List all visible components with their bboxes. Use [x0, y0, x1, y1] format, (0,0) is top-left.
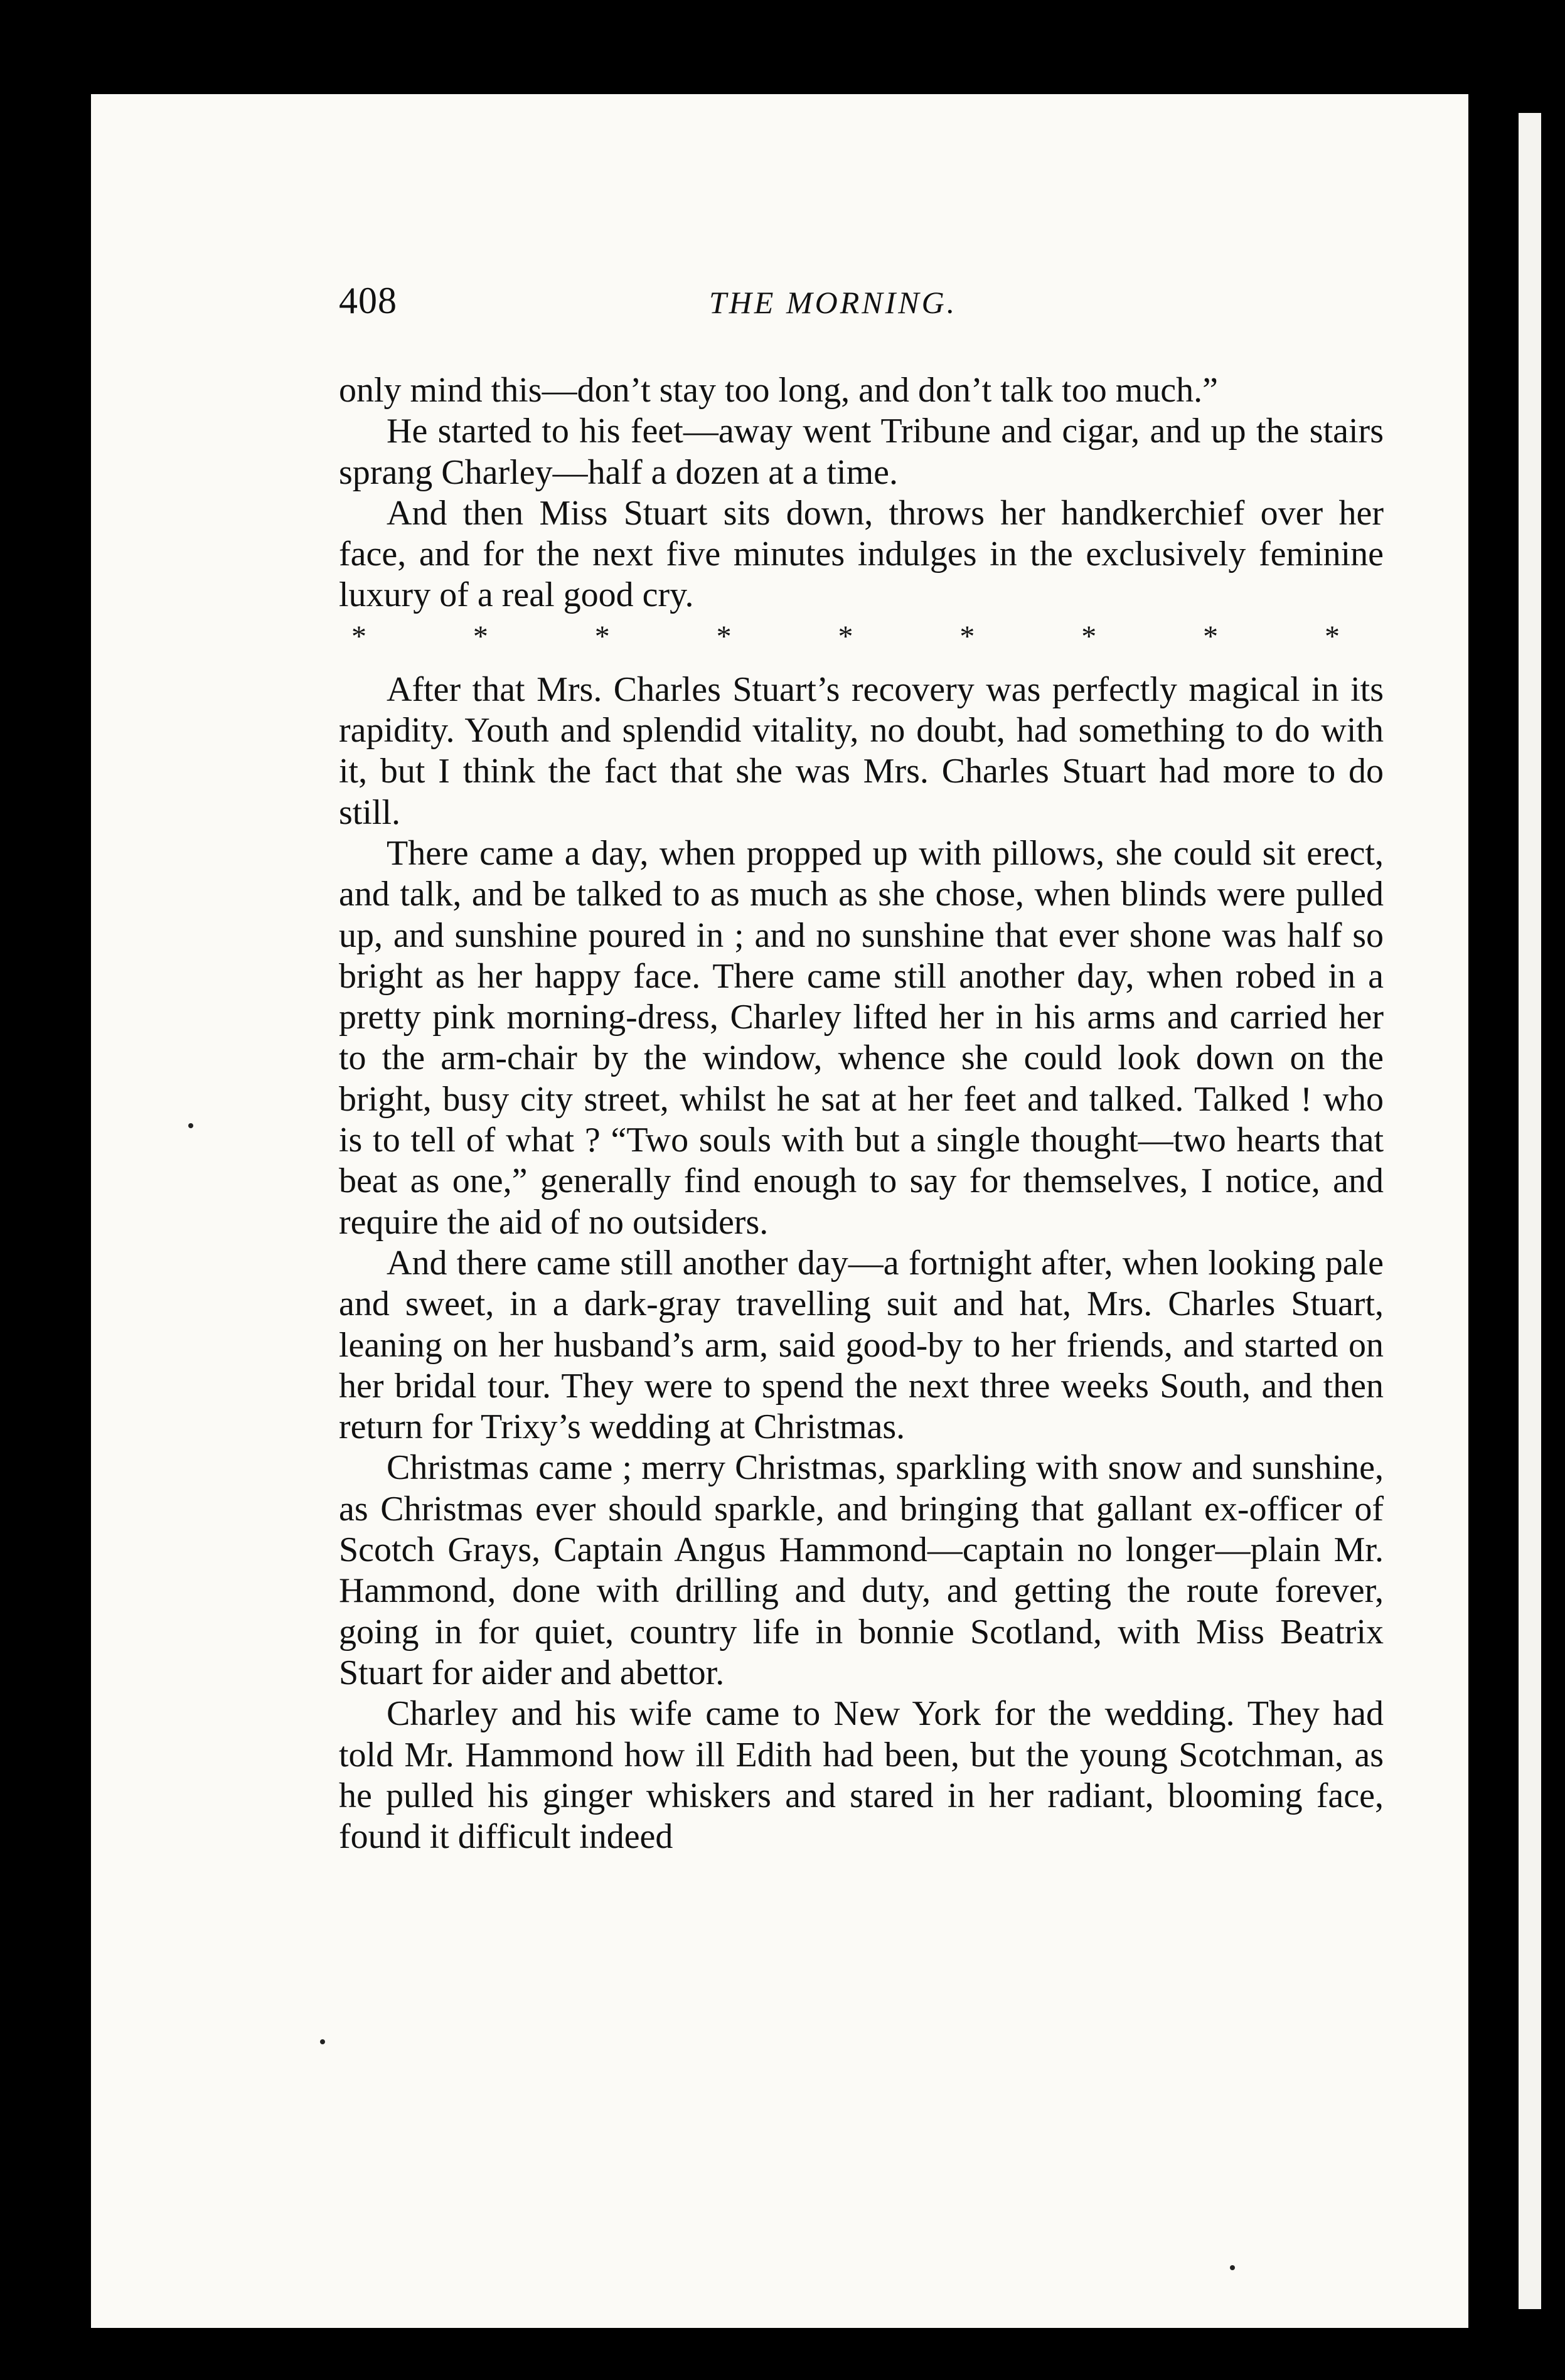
separator-star: * [351, 619, 366, 653]
page-edge-strip [1519, 113, 1541, 2309]
section-separator [339, 616, 1384, 657]
paragraph: Christmas came ; merry Christmas, sparkling with snow and sunshine, as Christmas ever should sparkle, and bringing that gallant ex-officer of Scotch Grays, Captain Angus Hammond—captain no longer—plain Mr. Hammond, done with drilling and duty, and getting the route forever, going in for quiet, country life in bonnie Scotland, with Miss Beatrix Stuart for aider and abettor. [339, 1448, 1384, 1692]
separator-star: * [838, 619, 853, 653]
body-text [339, 370, 1384, 1857]
running-title: THE MORNING. [709, 285, 958, 320]
paragraph: And there came still another day—a fortnight after, when looking pale and sweet, in a dark-gray travelling suit and hat, Mrs. Charles Stuart, leaning on her husband’s arm, said good-by to her friends, and started on her bridal tour. They were to spend the next three weeks South, and then return for Trixy’s wedding at Christmas. [339, 1243, 1384, 1447]
separator-star: * [473, 619, 488, 653]
scan-speck [1230, 2265, 1235, 2270]
paragraph: There came a day, when propped up with pillows, she could sit erect, and talk, and be talked to as much as she chose, when blinds were pulled up, and sunshine poured in ; and no sunshine that ever shone was half so bright as her happy face. There came still another day, when robed in a pretty pink morning-dress, Charley lifted her in his arms and carried her to the arm-chair by the window, whence she could look down on the bright, busy city street, whilst he sat at her feet and talked. Talked ! who is to tell of what ? “Two souls with but a single thought—two hearts that beat as one,” generally find enough to say for themselves, I notice, and require the aid of no outsiders. [339, 833, 1384, 1242]
page-number: 408 [339, 280, 397, 321]
separator-star: * [959, 619, 975, 653]
separator-star: * [1081, 619, 1097, 653]
scan-speck [188, 1123, 193, 1128]
paragraph: Charley and his wife came to New York for the wedding. They had told Mr. Hammond how ill Edith had been, but the young Scotchman, as he pulled his ginger whiskers and stared in her radiant, blooming face, found it difficult indeed [339, 1694, 1384, 1857]
paragraph: He started to his feet—away went Tribune and cigar, and up the stairs sprang Charley—half a dozen at a time. [339, 412, 1384, 492]
separator-star: * [716, 619, 732, 653]
scan-speck [320, 2039, 325, 2044]
paragraph: And then Miss Stuart sits down, throws her handkerchief over her face, and for the next five minutes indulges in the exclusively feminine luxury of a real good cry. [339, 493, 1384, 615]
separator-star: * [1203, 619, 1219, 653]
page-header [339, 279, 1399, 336]
separator-star: * [594, 619, 610, 653]
paragraph: After that Mrs. Charles Stuart’s recovery was perfectly magical in its rapidity. Youth and splendid vitality, no doubt, had something to do with it, but I think the fact that she was Mrs. Charles Stuart had more to do still. [339, 670, 1384, 832]
separator-star: * [1325, 619, 1340, 653]
paragraph: only mind this—don’t stay too long, and don’t talk too much.” [339, 371, 1218, 410]
